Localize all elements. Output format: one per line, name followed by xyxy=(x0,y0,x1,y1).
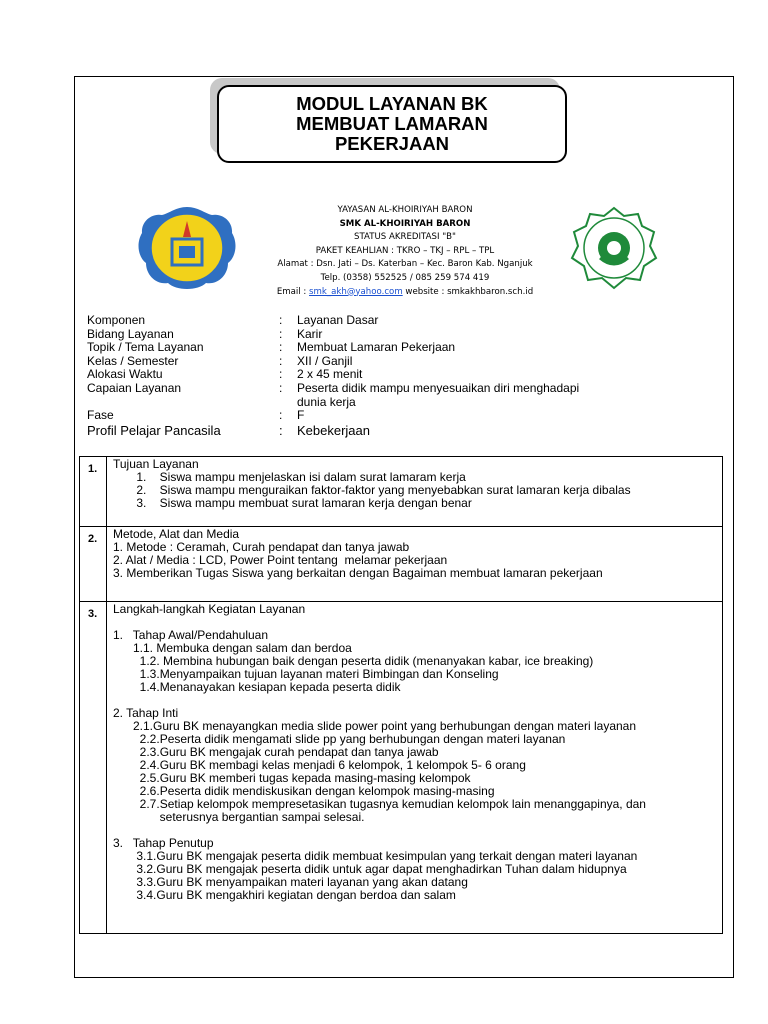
identity-row-topic xyxy=(87,341,647,355)
list-item: 3.1.Guru BK mengajak peserta didik membuat kesimpulan yang terkait dengan materi layanan xyxy=(113,849,638,863)
identity-colon: : xyxy=(279,422,283,438)
identity-value: Kebekerjaan xyxy=(297,422,370,438)
section-title: Tujuan Layanan xyxy=(113,457,199,471)
step-group-heading: 2. Tahap Inti xyxy=(113,706,179,720)
identity-row-field xyxy=(87,328,647,342)
identity-colon: : xyxy=(279,313,283,327)
list-item: 3.3.Guru BK menyampaikan materi layanan yang akan datang xyxy=(113,875,468,889)
section-title: Langkah-langkah Kegiatan Layanan xyxy=(113,602,306,616)
school-logo-right xyxy=(566,206,662,290)
address: Alamat : Dsn. Jati – Ds. Katerban – Kec. Baron Kab. Nganjuk xyxy=(277,259,533,270)
title-box xyxy=(217,85,567,163)
section-number: 2. xyxy=(80,527,107,602)
identity-key: Komponen xyxy=(87,313,146,327)
identity-colon: : xyxy=(279,380,283,395)
school-logo-left-icon xyxy=(136,203,238,291)
identity-row-class xyxy=(87,355,647,369)
identity-value: 2 x 45 menit xyxy=(297,367,363,382)
contact-line xyxy=(250,286,560,300)
section-number: 1. xyxy=(80,457,107,527)
title-line-2: MEMBUAT LAMARAN xyxy=(296,113,488,134)
list-item: seterusnya bergantian sampai selesai. xyxy=(113,810,365,824)
list-item: 3.2.Guru BK mengajak peserta didik untuk agar dapat menghadirkan Tuhan dalam hidupnya xyxy=(113,862,627,876)
identity-row-phase xyxy=(87,409,647,423)
section-row-steps xyxy=(80,602,723,934)
title-line-3: PEKERJAAN xyxy=(334,133,450,154)
step-group-heading: 3. Tahap Penutup xyxy=(113,836,214,850)
phone: Telp. (0358) 552525 / 085 259 574 419 xyxy=(320,272,490,283)
identity-value: Peserta didik mampu menyesuaikan diri menghadapi dunia kerja xyxy=(297,380,580,409)
list-item: 1. Siswa mampu menjelaskan isi dalam surat lamaram kerja xyxy=(113,470,466,484)
identity-colon: : xyxy=(279,408,283,423)
identity-key: Bidang Layanan xyxy=(87,326,174,341)
identity-key: Profil Pelajar Pancasila xyxy=(87,422,221,438)
list-item: 2. Alat / Media : LCD, Power Point tentang melamar pekerjaan xyxy=(113,553,448,567)
section-body xyxy=(107,527,723,602)
accreditation-status: STATUS AKREDITASI "B" xyxy=(353,232,457,243)
identity-value: Karir xyxy=(297,326,323,341)
identity-key: Topik / Tema Layanan xyxy=(87,340,204,355)
step-group-heading: 1. Tahap Awal/Pendahuluan xyxy=(113,628,269,642)
identity-key: Fase xyxy=(87,408,114,423)
list-item: 1.2. Membina hubungan baik dengan peserta didik (menanyakan kabar, ice breaking) xyxy=(113,654,594,668)
list-item: 2.6.Peserta didik mendiskusikan dengan kelompok masing-masing xyxy=(113,784,495,798)
identity-key: Capaian Layanan xyxy=(87,380,182,395)
identity-row-component xyxy=(87,314,647,328)
identity-row-outcome xyxy=(87,382,647,409)
identity-value: F xyxy=(297,408,305,423)
identity-row-time xyxy=(87,368,647,382)
letterhead xyxy=(250,204,560,299)
list-item: 2. Siswa mampu menguraikan faktor-faktor yang menyebabkan surat lamaran kerja dibalas xyxy=(113,483,631,497)
document-title xyxy=(262,94,522,154)
title-line-1: MODUL LAYANAN BK xyxy=(296,93,488,114)
section-row-methods xyxy=(80,527,723,602)
school-logo-left xyxy=(136,203,238,291)
list-item: 2.3.Guru BK mengajak curah pendapat dan tanya jawab xyxy=(113,745,439,759)
identity-key: Alokasi Waktu xyxy=(87,367,163,382)
identity-value: Membuat Lamaran Pekerjaan xyxy=(297,340,456,355)
identity-key: Kelas / Semester xyxy=(87,353,179,368)
identity-colon: : xyxy=(279,340,283,355)
sections-table xyxy=(79,456,723,934)
list-item: 3. Siswa mampu membuat surat lamaran kerja dengan benar xyxy=(113,496,472,510)
identity-colon: : xyxy=(279,353,283,368)
list-item: 2.5.Guru BK memberi tugas kepada masing-masing kelompok xyxy=(113,771,471,785)
list-item: 1.1. Membuka dengan salam dan berdoa xyxy=(113,641,352,655)
programs: PAKET KEAHLIAN : TKRO – TKJ – RPL – TPL xyxy=(315,245,495,256)
list-item: 3. Memberikan Tugas Siswa yang berkaitan dengan Bagaiman membuat lamaran pekerjaan xyxy=(113,566,603,580)
identity-value: Layanan Dasar xyxy=(297,313,379,327)
section-row-goals xyxy=(80,457,723,527)
email-link[interactable]: smk_akh@yahoo.com xyxy=(309,286,403,297)
section-number: 3. xyxy=(80,602,107,934)
identity-colon: : xyxy=(279,326,283,341)
list-item: 2.2.Peserta didik mengamati slide pp yang berhubungan dengan materi layanan xyxy=(113,732,566,746)
section-title: Metode, Alat dan Media xyxy=(113,527,240,541)
website: website : smkakhbaron.sch.id xyxy=(402,286,534,297)
identity-list xyxy=(87,314,647,438)
list-item: 2.7.Setiap kelompok mempresetasikan tugasnya kemudian kelompok lain menanggapinya, dan xyxy=(113,797,646,811)
identity-colon: : xyxy=(279,367,283,382)
section-body xyxy=(107,602,723,934)
list-item: 2.4.Guru BK membagi kelas menjadi 6 kelompok, 1 kelompok 5- 6 orang xyxy=(113,758,526,772)
list-item: 3.4.Guru BK mengakhiri kegiatan dengan berdoa dan salam xyxy=(113,888,456,902)
email-label: Email : xyxy=(276,286,310,297)
list-item: 1.4.Menanayakan kesiapan kepada peserta didik xyxy=(113,680,401,694)
section-body xyxy=(107,457,723,527)
foundation-logo-right-icon xyxy=(566,206,662,290)
identity-value: XII / Ganjil xyxy=(297,353,353,368)
list-item: 1.3.Menyampaikan tujuan layanan materi Bimbingan dan Konseling xyxy=(113,667,499,681)
school-name: SMK AL-KHOIRIYAH BARON xyxy=(339,218,471,229)
identity-row-profile xyxy=(87,423,647,438)
list-item: 2.1.Guru BK menayangkan media slide power point yang berhubungan dengan materi layanan xyxy=(113,719,637,733)
spacer xyxy=(113,694,722,707)
foundation-name: YAYASAN AL-KHOIRIYAH BARON xyxy=(337,205,473,215)
list-item: 1. Metode : Ceramah, Curah pendapat dan tanya jawab xyxy=(113,540,410,554)
